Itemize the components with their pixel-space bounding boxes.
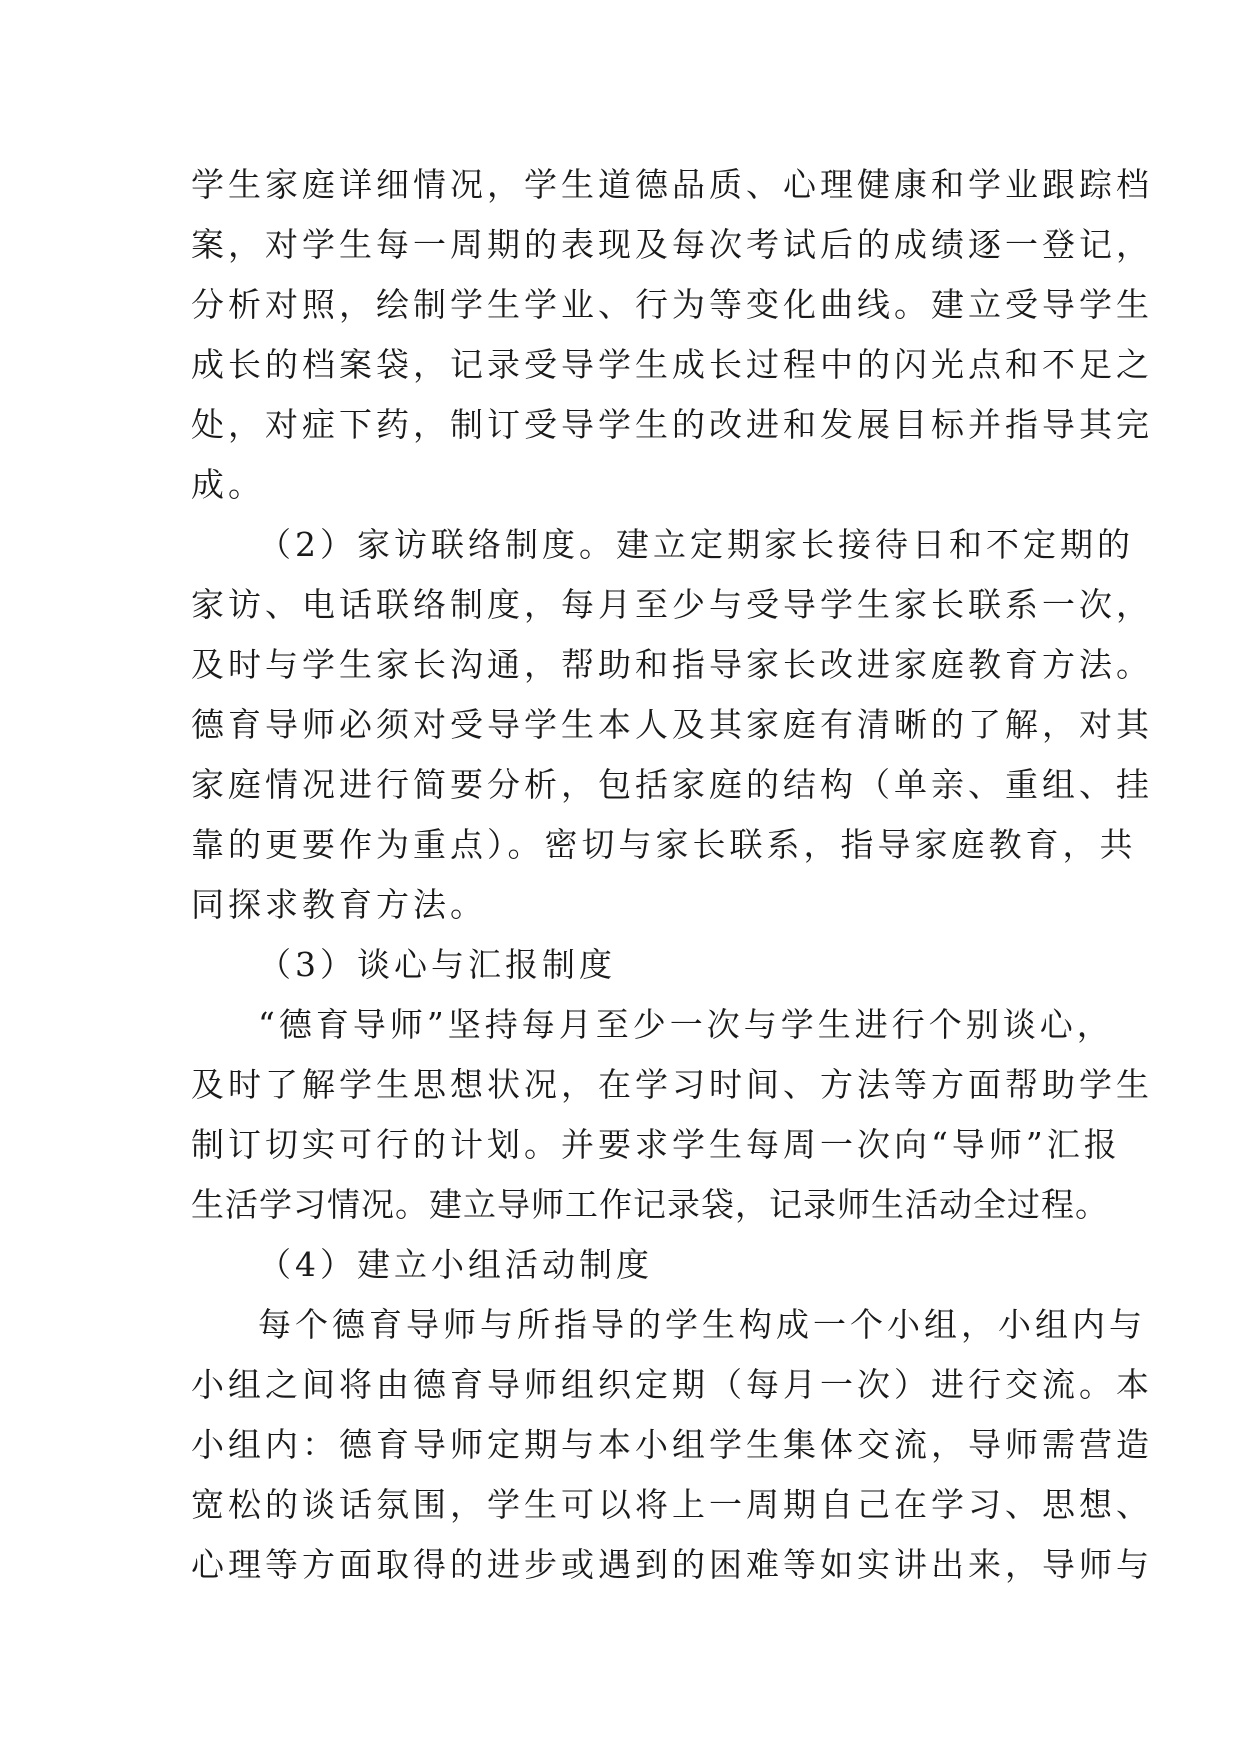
text-line: 成。 [191, 465, 265, 504]
text-line: 案，对学生每一周期的表现及每次考试后的成绩逐一登记， [191, 225, 1153, 264]
section-heading-4: （4）建立小组活动制度 [258, 1245, 653, 1284]
text-line: 家庭情况进行简要分析，包括家庭的结构（单亲、重组、挂 [191, 765, 1153, 804]
text-line: 同探求教育方法。 [191, 885, 487, 924]
section-heading-2: （2）家访联络制度。建立定期家长接待日和不定期的 [258, 525, 1134, 564]
text-line: 学生家庭详细情况，学生道德品质、心理健康和学业跟踪档 [191, 165, 1153, 204]
text-line: 小组之间将由德育导师组织定期（每月一次）进行交流。本 [191, 1365, 1153, 1404]
text-line: 及时与学生家长沟通，帮助和指导家长改进家庭教育方法。 [191, 645, 1153, 684]
text-line: 心理等方面取得的进步或遇到的困难等如实讲出来，导师与 [191, 1545, 1153, 1584]
text-line: “德育导师”坚持每月至少一次与学生进行个别谈心， [258, 1005, 1114, 1044]
text-line: 制订切实可行的计划。并要求学生每周一次向“导师”汇报 [191, 1125, 1121, 1164]
text-line: 处，对症下药，制订受导学生的改进和发展目标并指导其完 [191, 405, 1153, 444]
text-line: 家访、电话联络制度，每月至少与受导学生家长联系一次， [191, 585, 1153, 624]
text-line: 分析对照，绘制学生学业、行为等变化曲线。建立受导学生 [191, 285, 1153, 324]
text-line: 德育导师必须对受导学生本人及其家庭有清晰的了解，对其 [191, 705, 1153, 744]
text-line: 及时了解学生思想状况，在学习时间、方法等方面帮助学生 [191, 1065, 1153, 1104]
text-line: 小组内：德育导师定期与本小组学生集体交流，导师需营造 [191, 1425, 1153, 1464]
text-line: 宽松的谈话氛围，学生可以将上一周期自己在学习、思想、 [191, 1485, 1153, 1524]
section-heading-3: （3）谈心与汇报制度 [258, 945, 616, 984]
text-line: 成长的档案袋，记录受导学生成长过程中的闪光点和不足之 [191, 345, 1153, 384]
text-line: 生活学习情况。建立导师工作记录袋，记录师生活动全过程。 [191, 1185, 1109, 1224]
text-line: 每个德育导师与所指导的学生构成一个小组，小组内与 [258, 1305, 1146, 1344]
text-line: 靠的更要作为重点）。密切与家长联系，指导家庭教育，共 [191, 825, 1137, 864]
